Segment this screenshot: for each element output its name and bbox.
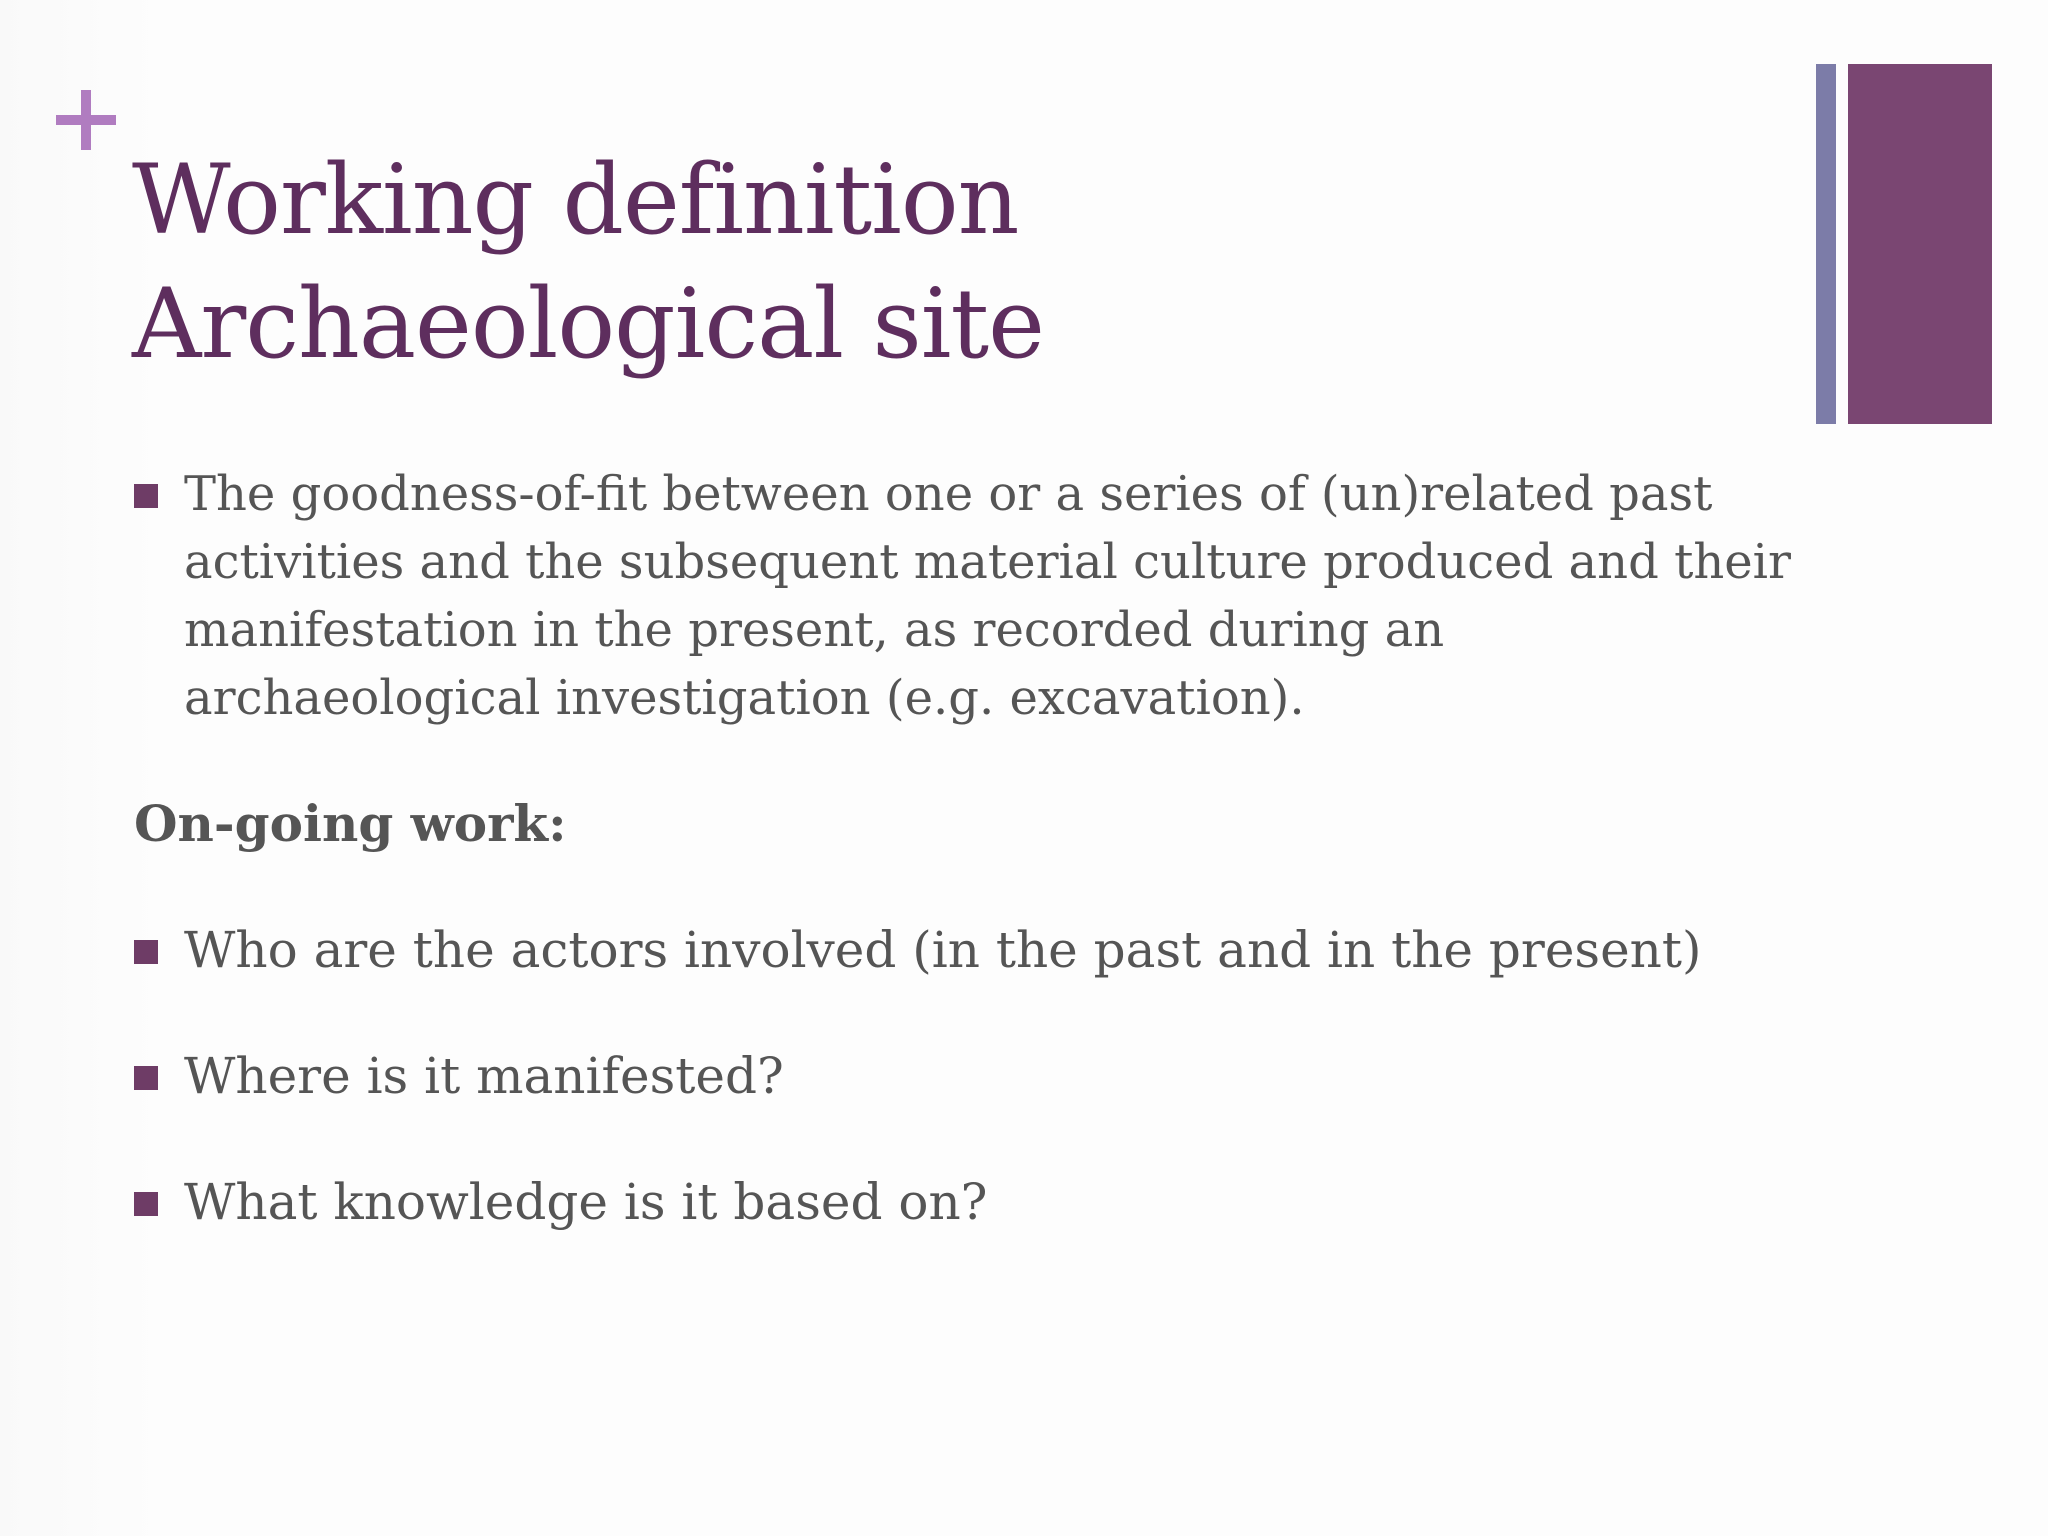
accent-bar-thin [1816, 64, 1836, 424]
slide-title [132, 138, 1732, 386]
question-text: What knowledge is it based on? [184, 1173, 988, 1231]
square-bullet-icon [134, 940, 158, 964]
square-bullet-icon [134, 1192, 158, 1216]
question-bullet [134, 916, 1701, 984]
question-bullet [134, 1168, 987, 1236]
plus-icon [56, 90, 116, 150]
definition-text: The goodness-of-fit between one or a series of (un)related past activities and the subsequent material culture produced and their manifestation in the present, as recorded during an archaeological investigation (e.g. excavation). [184, 466, 1791, 726]
question-text: Where is it manifested? [184, 1047, 784, 1105]
accent-bar-wide [1848, 64, 1992, 424]
definition-bullet [134, 460, 1794, 732]
title-line-2: Archaeological site [132, 268, 1044, 380]
square-bullet-icon [134, 1066, 158, 1090]
square-bullet-icon [134, 484, 158, 508]
question-text: Who are the actors involved (in the past and in the present) [184, 921, 1702, 979]
title-line-1: Working definition [132, 144, 1019, 256]
subheading: On-going work: [134, 794, 567, 853]
question-bullet [134, 1042, 784, 1110]
